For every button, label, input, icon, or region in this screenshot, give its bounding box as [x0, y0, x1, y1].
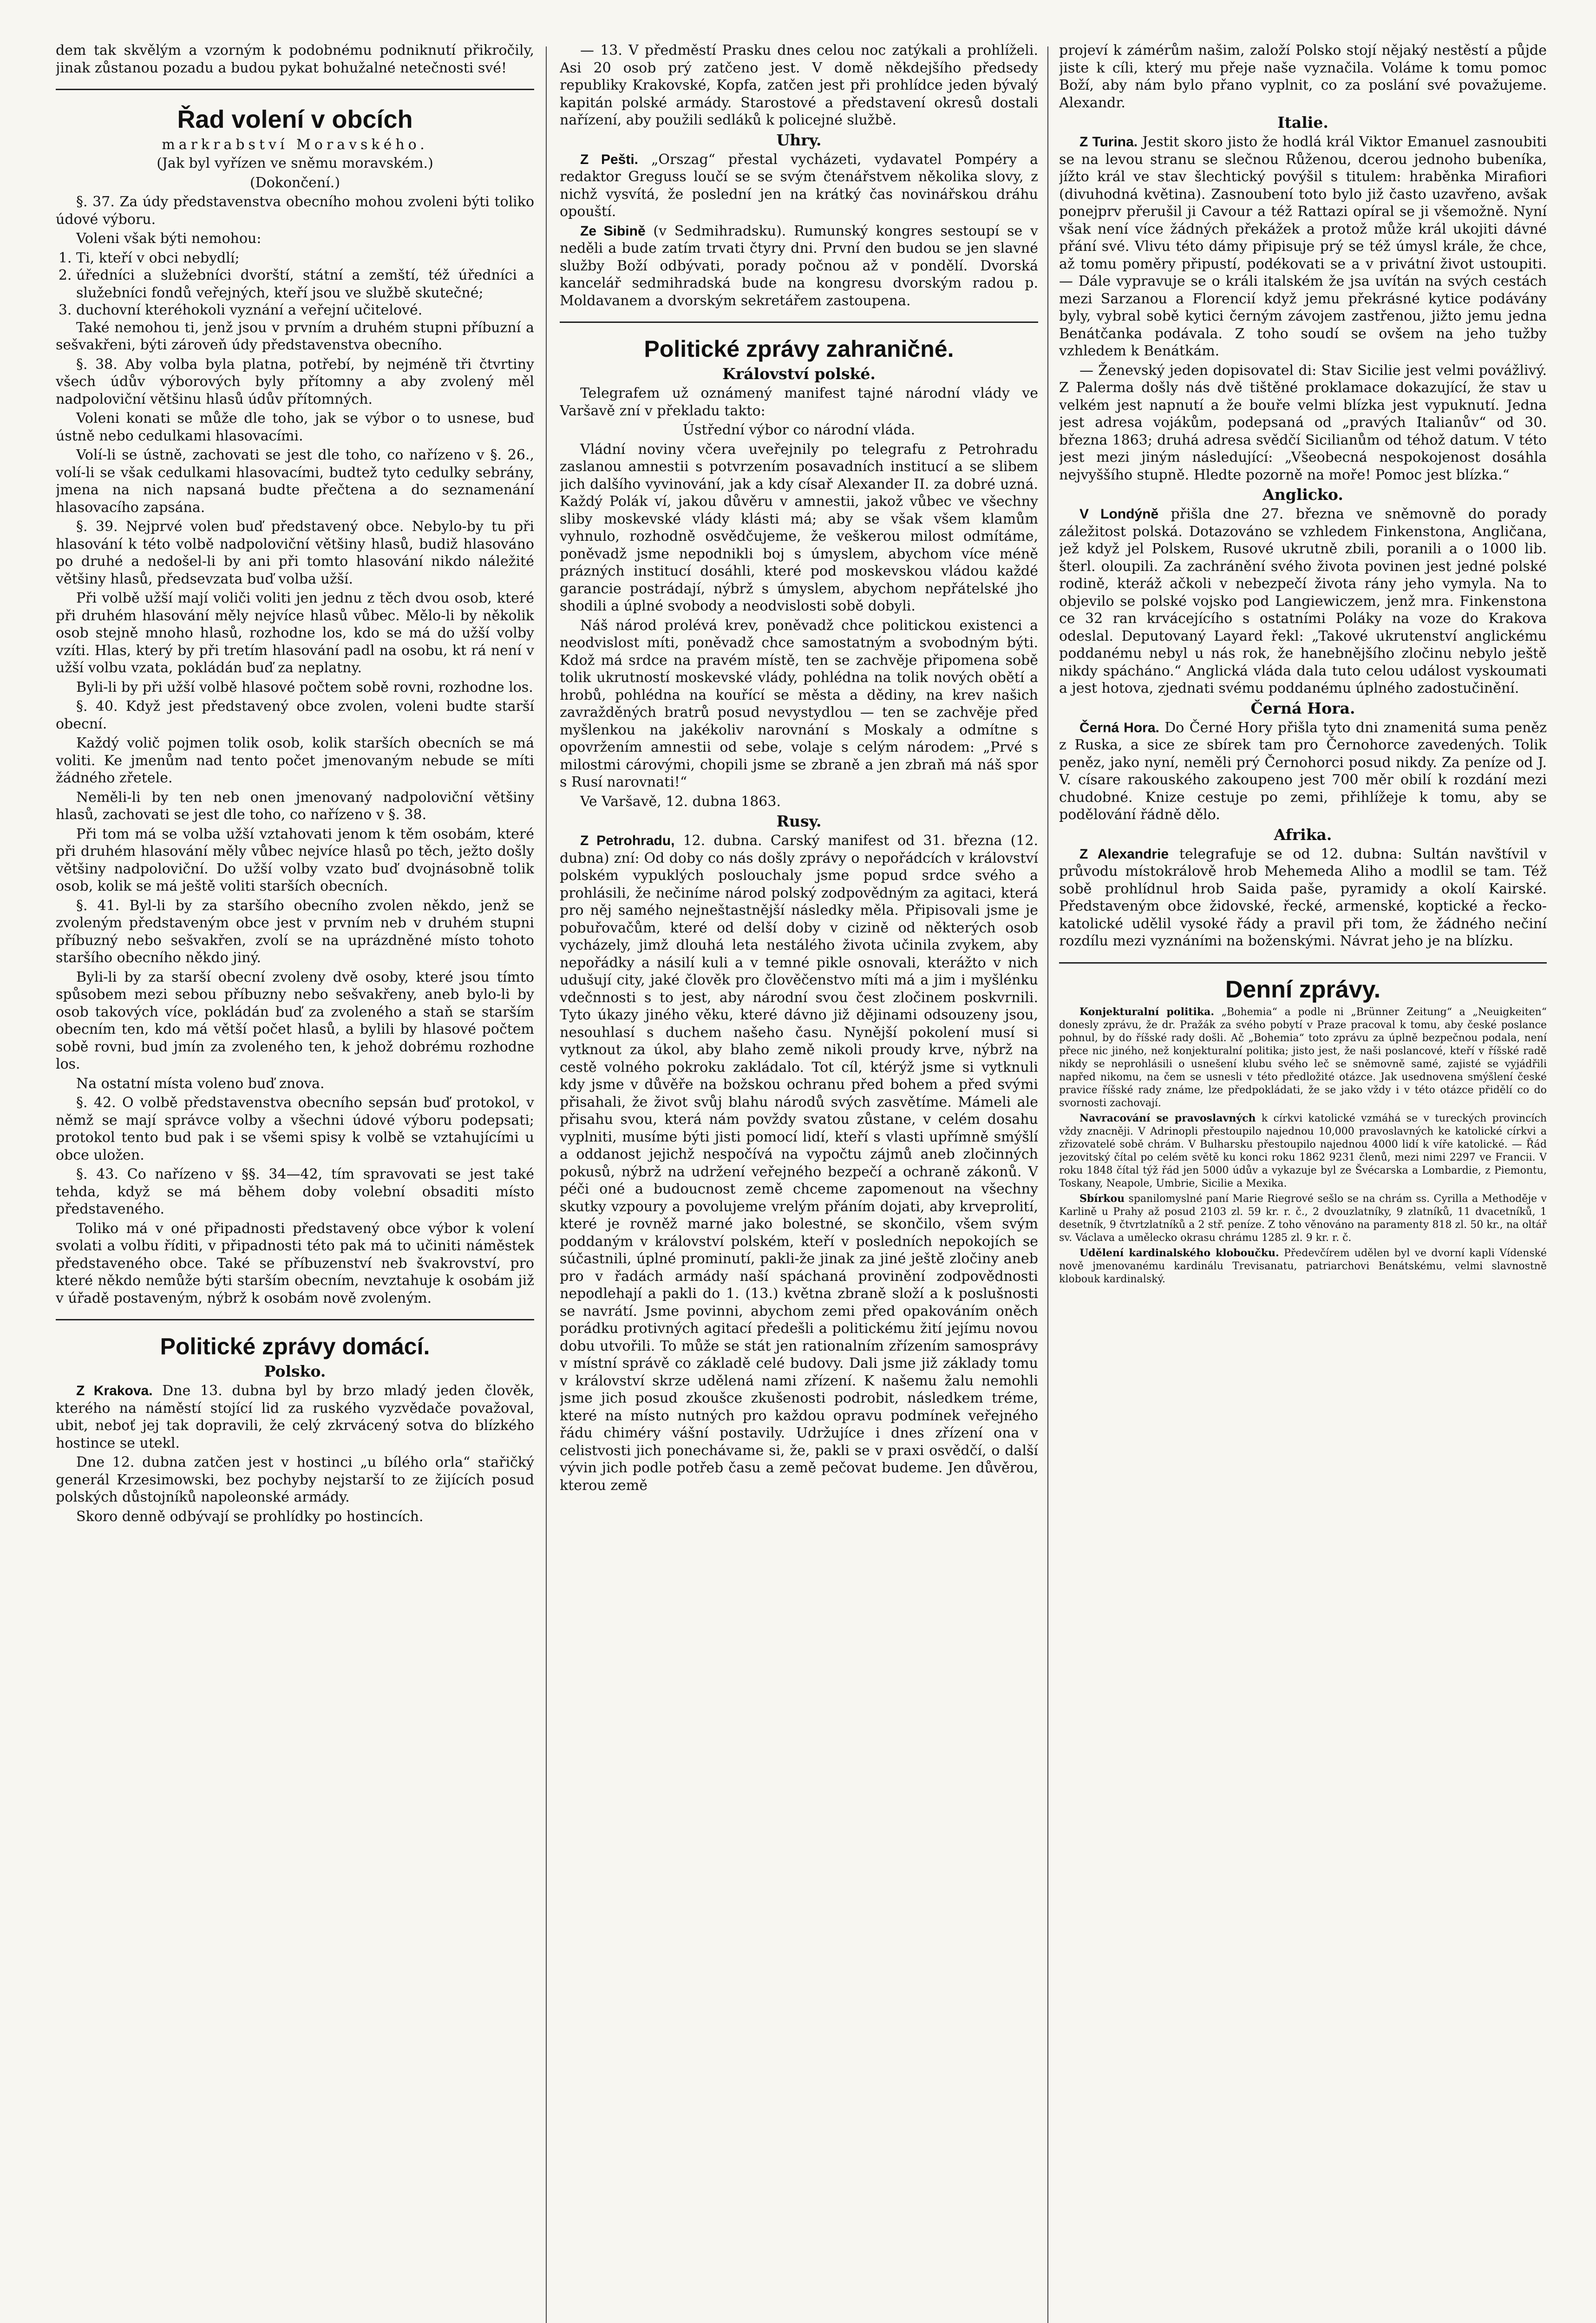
article-note: (Jak byl vyřízen ve sněmu moravském.)	[157, 155, 433, 171]
list-item: 2. úředníci a služebníci dvorští, státní a zemští, též úředníci a služebníci fondů veřejných, kteří jsou ve službě skutečné;	[76, 267, 534, 302]
paragraph-text: k církvi katolické vzmáhá se v tureckých provincích vždy znacněji. V Adrinopli přestoupilo najednou 10,000 pravoslavných ke katolické církvi a zřizovatelé sobě chrám. V Bulharsku přestoupilo najednou 4000 lidí k víře katolické. — Řád jezovitský čítal po celém světě ku konci roku 1862 9231 členů, mezi nimi 2297 ve Francii. V roku 1848 čítal týž řád jen 5000 údův a vykazuje byl ze Švécarska a Lombardie, z Piemontu, Toskany, Neapole, Umbrie, Sicilie a Mexika.	[1059, 1112, 1547, 1189]
section-subtitle-anglicko: Anglicko.	[1262, 486, 1343, 504]
news-heading: Konjekturalní politika.	[1079, 1005, 1214, 1018]
paragraph: §. 39. Nejprvé volen buď představený obce. Nebylo-by tu při hlasování k této volbě nadpoloviční většiny hlasů, budiž hlasováno po druhé a nedošel-li by ani při tomto hlasování nikdo náležité většiny hlasů, předsevzata buď volba užší.	[56, 518, 534, 587]
paragraph: Byli-li by při užší volbě hlasové počtem sobě rovni, rozhodne los.	[76, 679, 533, 696]
paragraph-text: Do Černé Hory přišla tyto dni znamenitá suma peněz z Ruska, a sice ze sbírek tam pro Černohorce zavedených. Tolik peněz, jako nyní, neměli prý Černohorci posud nikdy. Za peníze od J. V. císare rakouského zakoupeno jest 700 měr obilí k rozdání mezi chudobné. Knize cestuje po zemi, přihlížeje k tomu, aby se podělování řádně dělo.	[1059, 719, 1547, 823]
paragraph: Náš národ prolévá krev, poněvadž chce politickou existenci a neodvislost míti, poněvadž chce samostatným a svobodným býti. Kdož má srdce na pravém místě, ten se zachvěje připomena sobě tolik ukrutností moskevské vlády, pohlédna na tolik nových obětí a hrobů, pohlédna na kouřící se města a dědiny, na krev našich zavražděných bratrů posud nevystydlou — ten se zachvěje před myšlenkou na jakékoliv narovnání s Moskaly a odmítne s opovržením amnestii od sebe, volaje s celým národem: „Prvé s milostmi cárovými, chopili jsme se zbraně a jen zbraň má náš spor s Rusí narovnati!“	[560, 617, 1038, 790]
section-title-foreign: Politické zprávy zahraničné.	[644, 336, 954, 362]
paragraph: Každý volič pojmen tolik osob, kolik starších obecních se má voliti. Ke jmenům nad tento počet jmenovaným nebude se míti žádného zřetele.	[56, 735, 534, 786]
column-rule	[1047, 46, 1048, 2323]
paragraph: — 13. V předměstí Prasku dnes celou noc zatýkali a prohlíželi. Asi 20 osob prý zatčeno jest. V domě někdejšího předsedy republiky Krakovské, Kopfa, zatčen jest při prohlídce jeden bývalý kapitán polské armády. Starostové a představení okresů dostali nařízení, aby použili sedláků k policejné službě.	[560, 42, 1038, 128]
paragraph: §. 40. Když jest představený obce zvolen, voleni budte starší obecní.	[56, 698, 534, 732]
paragraph: Dne 12. dubna zatčen jest v hostinci „u bílého orla“ stařičký generál Krzesimowski, bez pochyby nejstarší to ze žijících posud polských důstojníků napoleonské armády.	[56, 1454, 534, 1505]
column-right	[1059, 42, 1547, 2323]
paragraph: Telegrafem už oznámený manifest tajné národní vlády ve Varšavě zní v překladu takto:	[560, 385, 1038, 419]
article-subtitle: markrabství Moravského.	[162, 137, 428, 153]
section-title-daily: Denní zprávy.	[1225, 976, 1381, 1003]
paragraph: Také nemohou ti, jenž jsou v prvním a druhém stupni příbuzní a sešvakřeni, býti zároveň údy představenstva obecního.	[56, 319, 534, 353]
article-note: (Dokončení.)	[249, 174, 340, 191]
section-subtitle-cerna-hora: Černá Hora.	[1250, 699, 1355, 717]
dateline: Z Pešti.	[580, 151, 639, 167]
paragraph: — Ženevský jeden dopisovatel di: Stav Sicilie jest velmi povážlivý. Z Palerma došly nás dvě tištěné proklamace dokazující, že stav u velkém jest napnutí a že bouře velmi blízka jest vypuknutí. Jedna jest adresa vojákům, podepsaná od „pravých Italianův“ od 30. března 1863; druhá adresa svědčí Sicilianům od téhož datum. V této jest mezi jiným následující: „Všeobecná nespokojenost dosáhla nejvyššího stupně. Hledte pozorně na moře! Pomoc jest blízka.“	[1059, 362, 1547, 483]
paragraph: Voleni konati se může dle toho, jak se výbor o to usnese, buď ústně nebo cedulkami hlasovacími.	[56, 410, 534, 444]
paragraph-text: 12. dubna. Carský manifest od 31. března (12. dubna) zní: Od doby co nás došly zprávy o nepořádcích v království polském vypuklých poslouchaly jsme popud srdce svého a prohlásili, že nečiníme národ polský zodpovědným za agitaci, která pro něj samého nejneštastnější následky měla. Připisovali jsme je pobuřovačům, které od delší doby v cizině od některých osob vycházely, jimž dlouhá leta nestálého života učinila zvykem, aby nepořádky a násilí kuli a v temné pikle osnovali, kterážto v nich udušují city, jaké člověk pro člověčenstvo míti má a jim i myšlénku vdečnnosti s to jest, aby národní svou čest zločinem poskvrnili. Tyto úkazy jiného věku, které dávno již dějinami odsouzeny jsou, nesouhlasí s duchem našeho času. Nynější pokolení musí si vytknout za úkol, aby blaho země nikoli proudy krve, nýbrž na cestě volného pokroku zakládalo. Tot cíl, ktérýž jsme si vytknuli kdy jsme v důvěře na božskou ochranu před bohem a před svými přisahali, že život svůj blahu národů svých zasvětíme. Mámeli ale přisahu svou, která nám povždy svatou zůstane, v celém dosahu vyplniti, musíme býti jisti pomocí lidí, kteří s vlasti upřímně smýšlí a oddanost jejichž nespočívá na vypočtu zájmů aneb zločinných pokusů, nýbrž na udržení veřejného bezpečí a ochraně zákonů. V péči oné a budoucnost země chceme zapomenout na všechny skutky vzpoury a povolujeme vrelým přáním dojati, aby krveprolití, které je rovněž marné jako bolestné, se skončilo, všem svým poddaným v království polském, kteří v posledních nepokojích se súčastnili, úplné prominutí, pakli-že jinak za jiné ještě zločiny aneb pro v řadách armády naší spáchaná provinění zodpovědnosti nepodlehají a pakli do 1. (13.) května zbraně složí a k poslušnosti se navrátí. Jsme povinni, abychom zemi před opakováním oněch porádku protivných agitací předešli a politickému žití jejímu novou dobu utvořili. To může se stát jen rationalním zřízením samosprávy v místní správě co základě celé budovy. Dali jsme již základy tomu v království skrze udělená nami zřízení. K našemu žalu nemohli jsme jich posud zkoušce zkušenosti podrobit, následkem tréme, které na místo nutných pro každou opravu podmínek veřejného řádu chiméry vášní postavily. Udržujíce i dnes zřízení ona v celistvosti jich ponechávame si, že, pakli se v praxi osvědčí, o další vývin jich podle potřeb času a země pečovat budeme. Jen důvěrou, kterou země	[560, 833, 1038, 1494]
article-title-rad-voleni: Řad volení v obcích	[177, 105, 413, 133]
paragraph: §. 42. O volbě představenstva obecního sepsán buď protokol, v němž se mají správce volby a všechni údové výboru podepsati; protokol tento bud pak i se všemi spisy k volbě se vztahujícími u obce uložen.	[56, 1095, 534, 1163]
news-heading: Navracování se pravoslavných	[1079, 1112, 1256, 1124]
paragraph: Byli-li by za starší obecní zvoleny dvě osoby, které jsou tímto spůsobem mezi sebou příbuzny nebo sešvakřeny, aneb bylo-li by osob takových více, pokládán buď za zvoleného a staň se starším obecním ten, kdo má větší počet hlasů, a bylili by hlasové počtem sobě rovni, bud jmín za zvoleného ten, k jehož dobrému rozhodne los.	[56, 969, 534, 1072]
paragraph: Toliko má v oné připadnosti představený obce výbor k volení svolati a volbu říditi, v připadnosti této pak má to učiniti náměstek představeného obce. Také se příbuzenství neb švakrovství, pro které někdo nemůže býti starším obecním, nevztahuje k osobám již v úřadě postaveným, nýbrž k osobám nově zvoleným.	[56, 1220, 534, 1306]
paragraph: Při tom má se volba užší vztahovati jenom k těm osobám, které při druhém hlasování měly vůbec nejvíce hlasů po těch, ježto došly většiny nadpoloviční. Do užší volby vzato buď dvojnásobně tolik osob, kolik se má ještě voliti starších obecních.	[56, 826, 534, 894]
column-left	[56, 42, 534, 2323]
paragraph: Při volbě užší mají voliči voliti jen jednu z těch dvou osob, které při druhém hlasování měly nejvíce hlasů vůbec. Mělo-li by několik osob stejně mnoho hlasů, rozhodne los, kdo se má do užší volby vzíti. Hlas, který by při tretím hlasování padl na osobu, kt rá není v užší volbu vzata, pokládán buď za neplatny.	[56, 590, 534, 676]
paragraph: projeví k zámérům našim, založí Polsko stojí nějaký nestěstí a půjde jiste k cíli, který mu přeje naše vyznačila. Voláme k tomu pomoc Boží, aby nám bylo přano vyplnit, co za poslání své považujeme. Alexandr.	[1059, 42, 1547, 111]
section-divider	[56, 89, 534, 90]
paragraph-text: telegrafuje se od 12. dubna: Sultán navštívil v průvodu místokrálově hrob Mehemeda Aliho a modlil se tam. Též sobě prohlídnul hrob Saida paše, pyramidy a okolí Kairské. Představeným obce židovské, řecké, armenské, koptické a řecko-katolické udělil vysoké řády a pravil při tom, že žádného nečiní rozdílu mezi vyznáními na boženskými. Návrat jeho je na blízku.	[1059, 846, 1547, 949]
list-item: 1. Ti, kteří v obci nebydlí;	[76, 249, 534, 267]
paragraph: §. 41. Byl-li by za staršího obecního zvolen někdo, jenž se zvoleným představeným obce jest v prvním neb v druhém stupni příbuzný nebo sešvakřen, zvolí se na uprázdněné místo tohoto staršího obecního někdo jiný.	[56, 897, 534, 966]
paragraph: Vládní noviny včera uveřejnily po telegrafu z Petrohradu zaslanou amnestii s potvrzením posavadních institucí a se slibem jich dalšího vyvinování, jak a kdy císař Alexander II. za dobré uzná. Každý Polák ví, jakou důvěru v amnestii, jakož vůbec ve všechny sliby moskevské vlády klásti má; aby se však všem klamům vyhnulo, rozhodně osvědčujeme, že veškerou milost odmítáme, poněvadž jsme nepodnikli boj s úmyslem, abychom více méně prázných institucí dosáhli, které pod moskevskou vládou každé garancie postrádají, nýbrž s úmyslem, abychom nepřátelské jho shodili a úplné svobody a neodvislosti sobě dobyli.	[560, 441, 1038, 614]
paragraph-text: Předevčírem udělen byl ve dvorní kapli Vídenské nově jmenovanému kardinálu Trevisanatu, patriarchovi Benátskému, velmi slavnostně klobouk kardinalský.	[1059, 1247, 1547, 1285]
paragraph-text: přišla dne 27. března ve sněmovně do porady záležitost polská. Dotazováno se vzhledem Finkenstona, Angličana, jež když jel Polskem, Rusové ukrutně zbili, poranili a o 1000 lib. šterl. oloupili. Za zachránění svého života povinen jest jedné polské rodině, kteráž ačkoli v nebezpečí života rány jeho vymyla. Na to objevilo se polské vojsko pod Langiewiczem, jenž mra. Finkenstona ce 32 ran krvácejícího s ostatními Poláky na voze do Krakova odeslal. Deputovaný Layard řekl: „Takové ukrutenství anglickému poddanému nebyl u nás rok, že hanebnějšího zločinu nebylo ještě nikdy spácháno.“ Anglická vláda dala tuto celou událost vyskoumati a jest hotova, zjednati svému poddanému úplného zadostučinění.	[1059, 506, 1547, 696]
paragraph: §. 38. Aby volba byla platna, potřebí, by nejméně tři čtvrtiny všech údův výborových byly přítomny a aby zvolený měl nadpoloviční většinu hlasů údův přítomných.	[56, 356, 534, 407]
dateline: Z Alexandrie	[1079, 846, 1169, 862]
column-rule	[546, 46, 547, 2323]
paragraph-text: spanilomyslné paní Marie Riegrové sešlo se na chrám ss. Cyrilla a Methoděje v Karlině u Prahy až posud 2103 zl. 59 kr. r. č., 2 dvouzlatníky, 9 zlatníků, 11 dvacetníků, 1 desetník, 9 čtvrtzlatníků a 2 stř. peníze. Z toho věnováno na paramenty 818 zl. 50 kr., na oltář sv. Václava a umělecko okrasu chrámu 1285 zl. 9 kr. r. č.	[1059, 1193, 1547, 1244]
paragraph-text: „Bohemia“ a podle ni „Brünner Zeitung“ a „Neuigkeiten“ donesly zprávu, že dr. Pražák za svého pobytí v Praze pracoval k tomu, aby české poslance pohnul, by do říšské rady došli. Ač „Bohemia“ toto zprávu za úplně bezpečnou podala, není přece nic jiného, než konjekturalní politika; jisto jest, že naši poslancové, kteří v říšské radě nikdy se neprohlásili o usnešení klubu svého leč se sněmovně samé, zajisté se vyjádřili napřed nikomu, na čem se usnesli v této předložité otázce. Jak usednovena smýšlení české pravice říšské rady známe, lze předpokládati, že se jako vždy i v této otázce přidělí co do svornosti zachovají.	[1059, 1006, 1547, 1109]
paragraph: Voleni však býti nemohou:	[76, 230, 262, 247]
paragraph-text: (v Sedmihradsku). Rumunský kongres sestoupí se v neděli a bude zatím trvati čtyry dni. První den budou se jen slavné služby Boží odbývati, porady počnou až v pondělí. Dvorská kancelář sedmihradská bude na kongresu dvorským radou p. Moldavanem a dvorským sekretářem zastoupena.	[560, 223, 1038, 309]
section-subtitle-italie: Italie.	[1277, 113, 1328, 131]
section-subtitle-kralovstvi: Království polské.	[722, 365, 876, 383]
section-title-domestic: Politické zprávy domácí.	[160, 1333, 430, 1359]
section-subtitle-afrika: Afrika.	[1274, 825, 1332, 844]
column-middle	[560, 42, 1038, 2323]
section-subtitle-rusy: Rusy.	[776, 812, 822, 830]
signature-line: Ve Varšavě, 12. dubna 1863.	[580, 793, 781, 810]
paragraph: Ústřední výbor co národní vláda.	[682, 422, 916, 438]
news-heading: Sbírkou	[1079, 1192, 1125, 1205]
dateline: Z Krakova.	[76, 1383, 153, 1398]
paragraph: §. 37. Za údy představenstva obecního mohou zvoleni býti toliko údové výboru.	[56, 194, 534, 228]
dateline: Z Petrohradu,	[580, 833, 675, 848]
paragraph: §. 43. Co nařízeno v §§. 34—42, tím spravovati se jest také tehda, když se má během doby volební obsaditi místo představeného.	[56, 1166, 534, 1217]
section-divider	[1059, 962, 1547, 964]
dateline: Černá Hora.	[1079, 720, 1159, 735]
ineligible-list	[56, 249, 534, 319]
paragraph: Volí-li se ústně, zachovati se jest dle toho, co nařízeno v §. 26., volí-li se však cedulkami hlasovacími, budtež tyto cedulky sebrány, jmena na nich napsaná budte přečtena a do seznamenání hlasovacího zapsána.	[56, 447, 534, 516]
section-divider	[560, 322, 1038, 323]
section-divider	[56, 1319, 534, 1320]
paragraph: Skoro denně odbývají se prohlídky po hostincích.	[76, 1508, 424, 1525]
paragraph-text: „Orszag“ přestal vycházeti, vydavatel Pompéry a redaktor Greguss loučí se se svým čtenářstvem několika slovy, z nichž vysvítá, že poslední jen na krátký čas novinářskou dráhu opouští.	[560, 151, 1038, 220]
section-subtitle-uhry: Uhry.	[776, 131, 822, 149]
dateline: Z Turina.	[1079, 134, 1138, 150]
paragraph-text: Jestit skoro jisto že hodlá král Viktor Emanuel zasnoubiti se na levou stranu se slečnou Růženou, dcerou jednoho bubeníka, jížto král ve stav šlechtický povýšil s titulem: hraběnka Mirafiori (divuhodná květina). Zasnoubení toto bylo již často uzavřeno, avšak ponejprv přerušil ji Cavour a též Rattazi opíral se ji všemožně. Nyní však není více žádných překážek a protož může král ukojiti dávné přání své. Vlivu této dámy připisuje prý se též úmysl krále, že chce, až tomu poměry připustí, podékovati se a v privátní život ustoupiti. — Dále vypravuje se o králi italském že jsa uvítán na svých cestách mezi Sarzanou a Florencií když jemu překrásné kytice podávány byly, vybral sobě kytici černým závojem zastřenou, jižto jemu jedna Benátčanka podávala. Z toho soudí se ovšem na jeho tužby vzhledem k Benátkám.	[1059, 134, 1547, 359]
paragraph-text: Dne 13. dubna byl by brzo mladý jeden člověk, kterého na náměstí stojící lid za ruského vyzvědače považoval, ubit, neboť jej tak dopravili, že celý zkrvácený sotva do blízkého hostince se utekl.	[56, 1383, 534, 1451]
dateline: V Londýně	[1079, 506, 1159, 522]
intro-fragment: dem tak skvělým a vzorným k podobnému podniknutí přikročily, jinak zůstanou pozadu a budou pykat bohužalné netečnosti své!	[56, 42, 534, 76]
list-item: 3. duchovní kteréhokoli vyznání a veřejní učitelové.	[76, 302, 534, 319]
paragraph: Neměli-li by ten neb onen jmenovaný nadpoloviční většiny hlasů, zachovati se jest dle toho, co nařízeno v §. 38.	[56, 789, 534, 823]
paragraph: Na ostatní místa voleno buď znova.	[76, 1075, 325, 1092]
dateline: Ze Sibině	[580, 223, 646, 239]
section-subtitle-polsko: Polsko.	[264, 1362, 326, 1380]
news-heading: Udělení kardinalského kloboučku.	[1079, 1247, 1279, 1259]
